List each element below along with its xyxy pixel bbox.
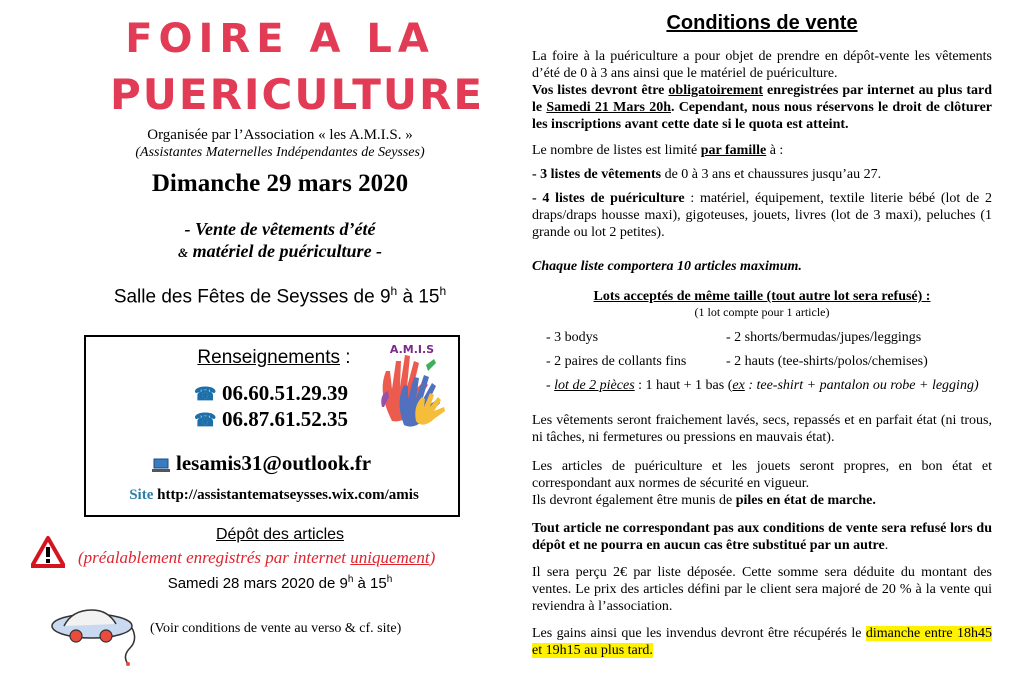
deposit-date [90, 574, 470, 592]
lot-item: - 3 bodys [546, 330, 599, 345]
venue-sup-start: h [390, 284, 398, 298]
lot-dash: - [546, 378, 555, 393]
deadline-part-b: enregistrées par internet au plus tard le [532, 83, 992, 115]
pickup-paragraph [532, 625, 992, 659]
contact-heading-colon: : [340, 347, 351, 368]
lot-example-text: : tee-shirt + pantalon ou robe + legging) [744, 378, 979, 393]
lot-item: - 2 hauts (tee-shirts/polos/chemises) [726, 354, 928, 369]
contact-heading-label: Renseignements [197, 347, 341, 368]
bullet-childcare-lists [532, 190, 992, 241]
lot-two-pieces: lot de 2 pièces [554, 378, 635, 393]
childcare-condition-text: Les articles de puériculture et les jouets seront propres, en bon état et correspondant aux normes de sécurité en vigueur. [532, 459, 992, 491]
sale-line-2 [60, 240, 500, 264]
intro-text: La foire à la puériculture a pour objet de prendre en dépôt-vente les vêtements d’été de 0 à 3 ans ainsi que le matériel de puériculture. [532, 49, 992, 81]
phone-number-2[interactable]: 06.87.61.52.35 [222, 407, 348, 431]
sale-line-1: - Vente de vêtements d’été [184, 219, 376, 239]
venue-line [60, 284, 500, 308]
bullet-clothes-text: de 0 à 3 ans et chaussures jusqu’au 27. [661, 167, 882, 182]
registration-deadline [532, 83, 992, 132]
title-line-1: FOIRE A LA [125, 16, 435, 62]
phone-number-1[interactable]: 06.60.51.29.39 [222, 381, 348, 405]
website-line [86, 487, 462, 504]
flyer-back [528, 0, 996, 675]
venue-mid: à 15 [397, 286, 440, 308]
computer-icon [152, 458, 170, 472]
prereg-uniquement: uniquement [350, 548, 430, 567]
deadline-obligatoirement: obligatoirement [668, 83, 764, 98]
organizer-info [100, 127, 460, 161]
lot-example-label: ex [732, 378, 745, 393]
sale-line-2-text: matériel de puériculture - [188, 241, 383, 261]
bullet-clothes-bold: - 3 listes de vêtements [532, 167, 662, 182]
refusal-dot: . [884, 538, 889, 553]
venue-text: Salle des Fêtes de Seysses de 9 [113, 286, 391, 308]
phone-line-1 [194, 381, 348, 406]
prereg-notice [78, 548, 435, 568]
deposit-date-sup-start: h [347, 574, 354, 585]
lot-item: - 2 shorts/bermudas/jupes/leggings [726, 330, 922, 345]
venue-sup-end: h [439, 284, 447, 298]
lots-title: Lots acceptés de même taille (tout autre lot sera refusé) : [593, 289, 931, 304]
list-limit [532, 142, 992, 159]
sale-ampersand: & [177, 245, 189, 260]
pickup-time-highlight: dimanche entre 18h45 et 19h15 au plus tard. [532, 626, 992, 658]
deadline-part-c: . Cependant, nous nous réservons le droit de clôturer les inscriptions avant cette date si le quota est atteint. [532, 100, 992, 132]
lots-subtitle: (1 lot compte pour 1 article) [694, 305, 830, 319]
intro-paragraph [532, 48, 992, 133]
refusal-text: Tout article ne correspondant pas aux conditions de vente sera refusé lors du dépôt et ne pourra en aucun cas être substitué par un autre [532, 521, 992, 553]
childcare-condition [532, 458, 992, 509]
batteries-bold: piles en état de marche. [735, 493, 876, 508]
telephone-icon: ☎ [194, 384, 217, 404]
deposit-title: Dépôt des articles [215, 526, 345, 543]
pickup-text: Les gains ainsi que les invendus devront être récupérés le [532, 626, 866, 641]
prereg-close: ) [429, 548, 436, 567]
clothes-condition: Les vêtements seront fraichement lavés, secs, repassés et en parfait état (ni trous, ni tâches, ni fermetures ou pressions en mauvais état). [532, 413, 992, 445]
organizer-line: Organisée par l’Association « les A.M.I.S. » [147, 127, 413, 143]
telephone-icon: ☎ [194, 410, 217, 430]
email-address[interactable]: lesamis31@outlook.fr [176, 451, 372, 475]
website-label: Site [129, 487, 154, 503]
list-limit-family: par famille [700, 143, 767, 158]
see-conditions-note: (Voir conditions de vente au verso & cf. site) [150, 621, 402, 636]
list-limit-text: Le nombre de listes est limité [532, 143, 701, 158]
bullet-childcare-bold: - 4 listes de puériculture [532, 191, 685, 206]
fee-paragraph: Il sera perçu 2€ par liste déposée. Cette somme sera déduite du montant des ventes. Le prix des articles défini par le client sera majoré de 20 % à la vente qui reviendra à l’association. [532, 565, 992, 614]
refusal-rule [532, 520, 992, 554]
website-url[interactable]: http://assistantematseysses.wix.com/amis [153, 487, 419, 503]
hands-logo [372, 341, 454, 429]
deposit-date-mid: à 15 [353, 575, 387, 592]
prereg-text: (préalablement enregistrés par internet [78, 548, 351, 567]
lot-item: - 2 paires de collants fins [546, 354, 687, 369]
deposit-date-sup-end: h [386, 574, 393, 585]
sale-description [60, 218, 500, 264]
toy-car-icon [42, 600, 142, 666]
deadline-part-a: Vos listes devront être [532, 83, 669, 98]
title-line-2: PUERICULTURE [110, 70, 485, 119]
hands-logo-text: A.M.I.S [389, 343, 435, 356]
contact-box [84, 335, 460, 517]
bullet-childcare-text: : matériel, équipement, textile literie bébé (lot de 2 draps/draps housse maxi), gigoteuses, jouets, livres (lot de 3 maxi), peluches (1 grande ou lot 2 petites). [532, 191, 993, 240]
email-line [152, 451, 371, 476]
organizer-subline: (Assistantes Maternelles Indépendantes de Seysses) [135, 145, 425, 160]
phone-line-2 [194, 407, 348, 432]
deadline-date: Samedi 21 Mars 20h [546, 100, 671, 115]
lot-two-pieces-mid: : 1 haut + 1 bas ( [634, 378, 733, 393]
event-date: Dimanche 29 mars 2020 [151, 170, 409, 197]
warning-icon [31, 536, 65, 568]
lot-item-two-pieces [546, 378, 979, 394]
batteries-text: Ils devront également être munis de [532, 493, 736, 508]
items-per-list: Chaque liste comportera 10 articles maximum. [532, 259, 802, 274]
list-limit-end: à : [766, 143, 784, 158]
conditions-title: Conditions de vente [666, 12, 858, 34]
deposit-date-text: Samedi 28 mars 2020 de 9 [167, 575, 348, 592]
bullet-clothes-lists [532, 166, 992, 183]
